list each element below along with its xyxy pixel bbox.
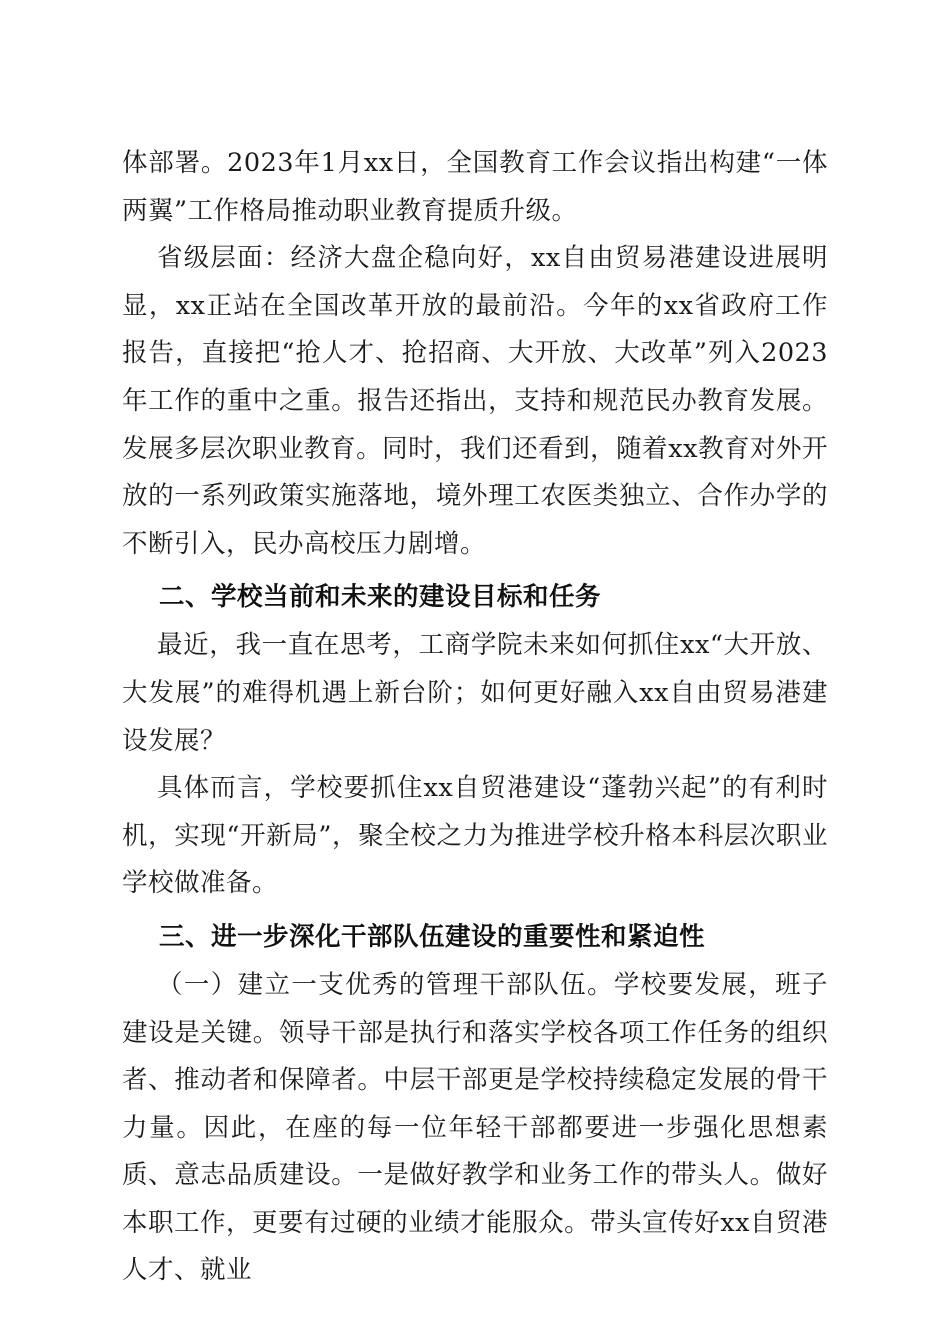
- paragraph-continuation: 体部署。2023年1月xx日，全国教育工作会议指出构建“一体两翼”工作格局推动职业教育提质升级。: [122, 148, 828, 226]
- section-heading-2: 二、学校当前和未来的建设目标和任务: [159, 582, 602, 613]
- section-heading-3: 三、进一步深化干部队伍建设的重要性和紧迫性: [159, 921, 706, 952]
- paragraph-management-team: （一）建立一支优秀的管理干部队伍。学校要发展，班子建设是关键。领导干部是执行和落实学校各项工作任务的组织者、推动者和保障者。中层干部更是学校持续稳定发展的骨干力量。因此，在座的每一位年轻干部都要进一步强化思想素质、意志品质建设。一是做好教学和业务工作的带头人。做好本职工作，更要有过硬的业绩才能服众。带头宣传好xx自贸港人才、就业: [122, 969, 828, 1286]
- paragraph-specifics: 具体而言，学校要抓住xx自贸港建设“蓬勃兴起”的有利时机，实现“开新局”，聚全校之力为推进学校升格本科层次职业学校做准备。: [122, 773, 828, 899]
- document-body: [122, 140, 828, 1295]
- paragraph-provincial-level: 省级层面：经济大盘企稳向好，xx自由贸易港建设进展明显，xx正站在全国改革开放的最前沿。今年的xx省政府工作报告，直接把“抢人才、抢招商、大开放、大改革”列入2023年工作的重中之重。报告还指出，支持和规范民办教育发展。发展多层次职业教育。同时，我们还看到，随着xx教育对外开放的一系列政策实施落地，境外理工农医类独立、合作办学的不断引入，民办高校压力剧增。: [122, 243, 828, 559]
- paragraph-thinking: 最近，我一直在思考，工商学院未来如何抓住xx“大开放、大发展”的难得机遇上新台阶；如何更好融入xx自由贸易港建设发展？: [122, 630, 828, 756]
